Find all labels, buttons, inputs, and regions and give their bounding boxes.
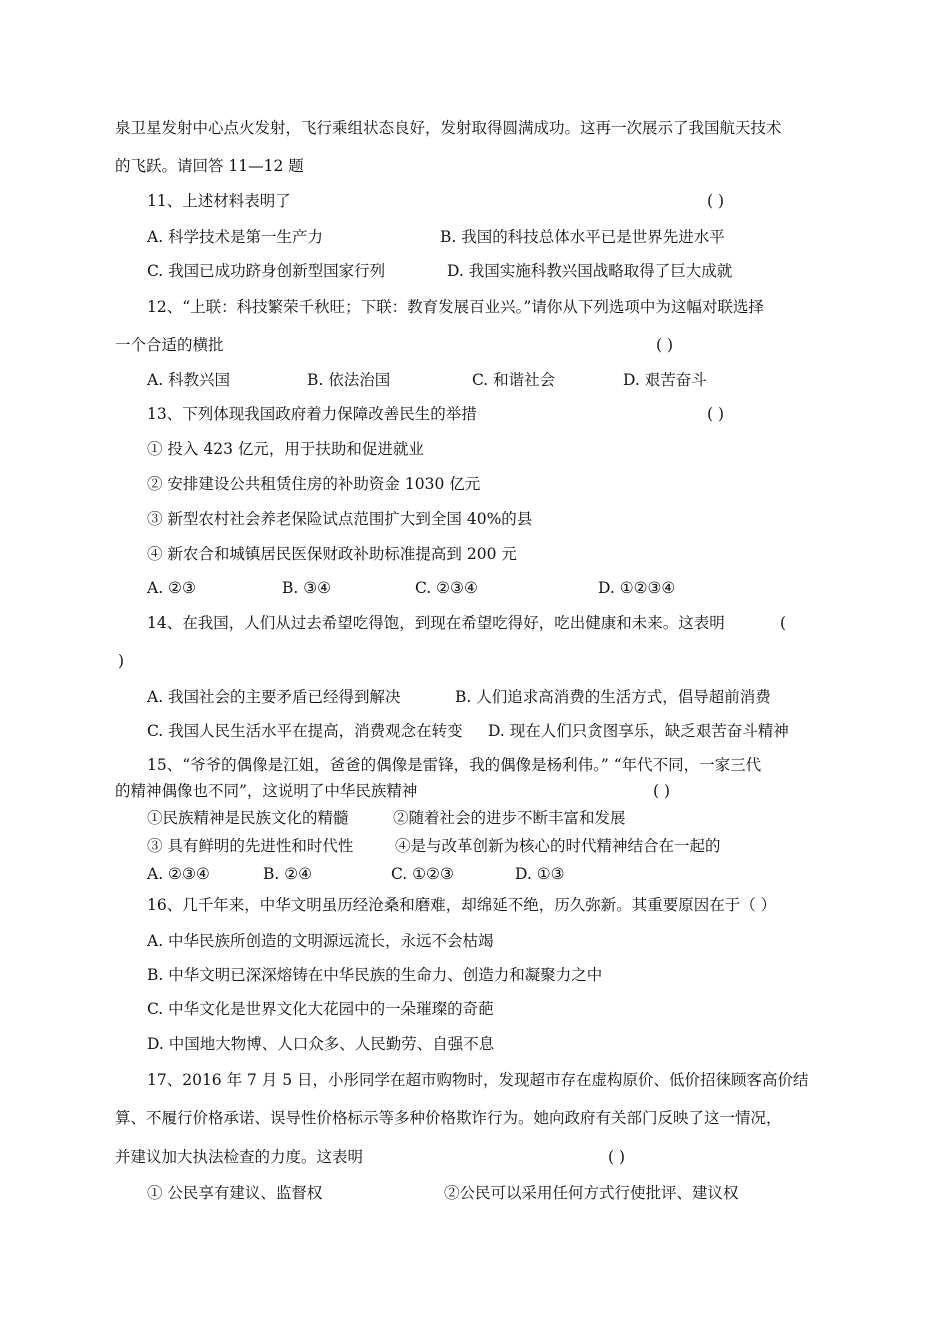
q12-option-d: D. 艰苦奋斗 [623,371,707,389]
q14-option-c: C. 我国人民生活水平在提高，消费观念在转变 [147,722,463,740]
q11-option-c: C. 我国已成功跻身创新型国家行列 [147,262,386,280]
q15-option-a: A. ②③④ [147,865,210,883]
q11-option-a: A. 科学技术是第一生产力 [147,228,324,246]
intro-line-1: 泉卫星发射中心点火发射，飞行乘组状态良好，发射取得圆满成功。这再一次展示了我国航天技术 [115,119,782,137]
q11-option-d: D. 我国实施科教兴国战略取得了巨大成就 [447,262,733,280]
q16-stem: 16、几千年来，中华文明虽历经沧桑和磨难，却绵延不绝，历久弥新。其重要原因在于（ ） [147,896,777,914]
q14-paren-close: ) [118,652,125,670]
q12-line-2: 一个合适的横批 [115,336,224,354]
q13-item-1: ① 投入 423 亿元，用于扶助和促进就业 [147,440,424,458]
q15-option-c: C. ①②③ [391,865,454,883]
q11-stem: 11、上述材料表明了 [147,192,291,210]
q13-stem: 13、下列体现我国政府着力保障改善民生的举措 [147,405,477,423]
q15-option-b: B. ②④ [263,865,313,883]
q17-line-1: 17、2016 年 7 月 5 日，小彤同学在超市购物时，发现超市存在虚构原价、低价招徕顾客高价结 [147,1071,809,1089]
intro-line-2: 的飞跃。请回答 11—12 题 [115,157,304,175]
q14-line-1: 14、在我国，人们从过去希望吃得饱，到现在希望吃得好，吃出健康和未来。这表明 [147,614,725,632]
q16-option-d: D. 中国地大物博、人口众多、人民勤劳、自强不息 [147,1035,495,1053]
q15-item-3: ③ 具有鲜明的先进性和时代性 [147,837,354,855]
q15-item-1: ①民族精神是民族文化的精髓 [147,809,349,827]
q13-option-a: A. ②③ [147,579,196,597]
q17-line-2: 算、不履行价格承诺、误导性价格标示等多种价格欺诈行为。她向政府有关部门反映了这一情况， [115,1109,782,1127]
q15-option-d: D. ①③ [515,865,565,883]
q12-option-b: B. 依法治国 [307,371,391,389]
q16-option-c: C. 中华文化是世界文化大花园中的一朵璀璨的奇葩 [147,1000,494,1018]
q17-item-2: ②公民可以采用任何方式行使批评、建议权 [444,1184,739,1202]
q11-answer-paren: ( ) [707,192,725,210]
q14-option-b: B. 人们追求高消费的生活方式，倡导超前消费 [455,688,771,706]
q16-option-b: B. 中华文明已深深熔铸在中华民族的生命力、创造力和凝聚力之中 [147,966,603,984]
q12-line-1: 12、“上联：科技繁荣千秋旺；下联：教育发展百业兴。”请你从下列选项中为这幅对联选择 [147,298,764,316]
q17-answer-paren: ( ) [608,1148,626,1166]
q12-answer-paren: ( ) [656,336,674,354]
q16-option-a: A. 中华民族所创造的文明源远流长，永远不会枯竭 [147,932,494,950]
q13-item-3: ③ 新型农村社会养老保险试点范围扩大到全国 40%的县 [147,510,533,528]
q13-option-c: C. ②③④ [415,579,478,597]
q13-option-d: D. ①②③④ [598,579,676,597]
q17-line-3: 并建议加大执法检查的力度。这表明 [115,1148,364,1166]
q12-option-c: C. 和谐社会 [472,371,556,389]
q14-option-d: D. 现在人们只贪图享乐，缺乏艰苦奋斗精神 [488,722,789,740]
q13-item-4: ④ 新农合和城镇居民医保财政补助标准提高到 200 元 [147,545,517,563]
q15-line-2: 的精神偶像也不同”，这说明了中华民族精神 [115,782,418,800]
q15-item-2: ②随着社会的进步不断丰富和发展 [393,809,626,827]
q17-item-1: ① 公民享有建议、监督权 [147,1184,323,1202]
q14-option-a: A. 我国社会的主要矛盾已经得到解决 [147,688,401,706]
q15-line-1: 15、“爷爷的偶像是江姐，爸爸的偶像是雷锋，我的偶像是杨利伟。” “年代不同，一家三代 [147,756,762,774]
q15-answer-paren: ( ) [653,782,671,800]
q13-item-2: ② 安排建设公共租赁住房的补助资金 1030 亿元 [147,475,481,493]
q13-answer-paren: ( ) [707,405,725,423]
q13-option-b: B. ③④ [282,579,332,597]
q14-paren-open: ( [780,614,787,632]
q12-option-a: A. 科教兴国 [147,371,231,389]
q15-item-4: ④是与改革创新为核心的时代精神结合在一起的 [395,837,721,855]
q11-option-b: B. 我国的科技总体水平已是世界先进水平 [440,228,725,246]
